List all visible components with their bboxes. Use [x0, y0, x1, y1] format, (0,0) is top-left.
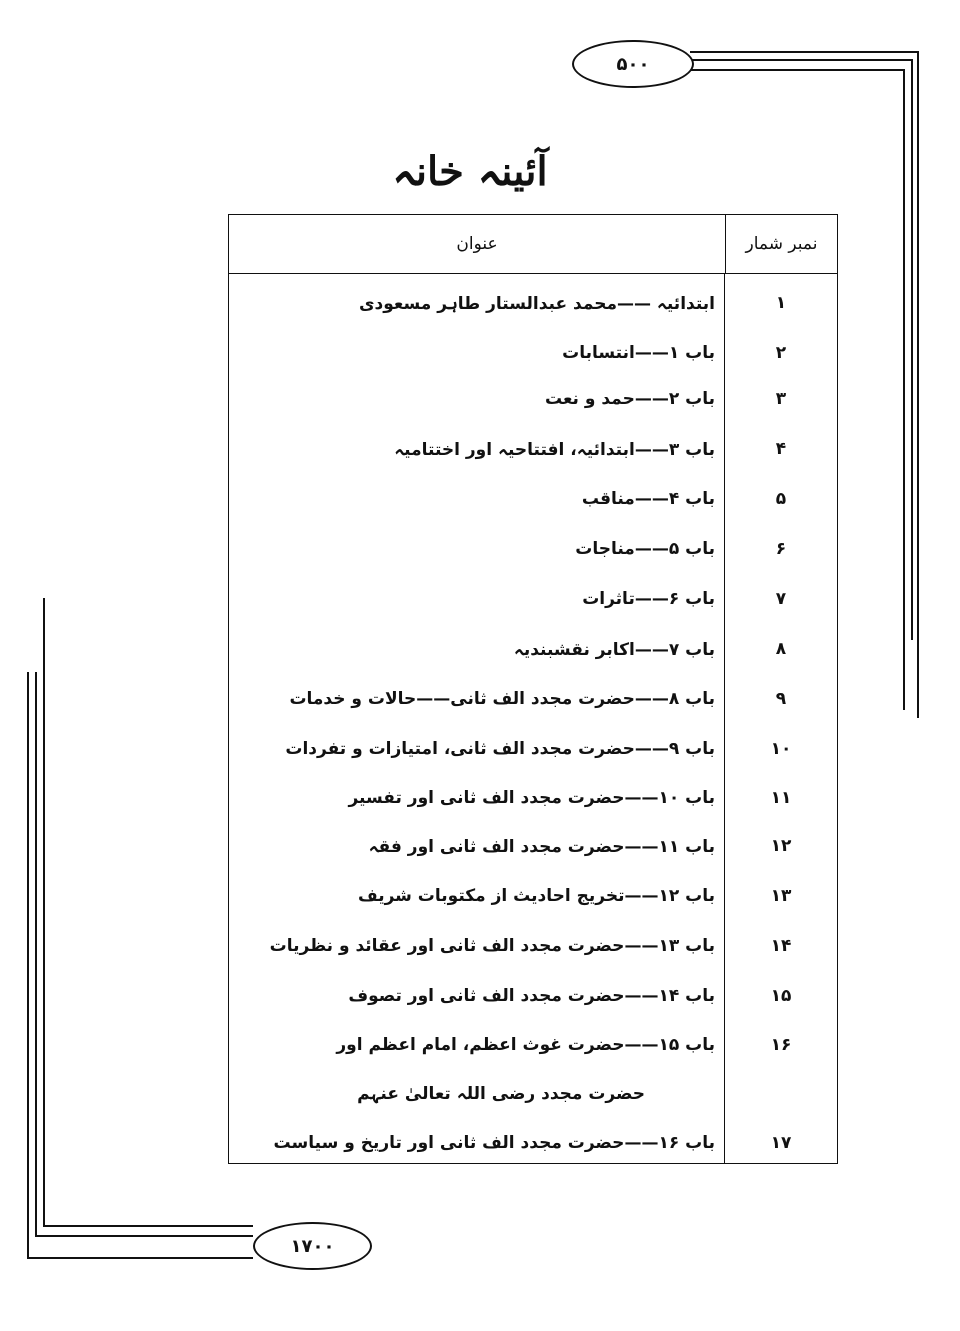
toc-row: [229, 333, 837, 373]
toc-header-title-cell: [229, 215, 725, 273]
toc-row-number: ۳: [775, 389, 787, 409]
toc-row-number: ۵: [775, 489, 787, 509]
toc-row: [229, 1123, 837, 1163]
toc-row-title: باب ۵——مناجات: [575, 539, 715, 559]
page-title: آئینہ خانہ: [392, 148, 548, 195]
toc-row: [229, 926, 837, 966]
toc-body: [229, 273, 837, 1163]
toc-header-number: نمبر شمار: [745, 234, 818, 254]
toc-header-number-cell: [725, 215, 837, 273]
toc-row-title: باب ۱۳——حضرت مجدد الف ثانی اور عقائد و نظریات: [269, 936, 715, 956]
toc-header-row: [229, 215, 837, 274]
toc-row: [229, 679, 837, 719]
top-page-number-text: ۵۰۰: [616, 53, 650, 75]
toc-row-title: باب ۱——انتسابات: [562, 343, 715, 363]
toc-row: [229, 529, 837, 569]
toc-row-title: باب ۴——مناقب: [581, 489, 715, 509]
toc-row-title: باب ۶——تاثرات: [582, 589, 715, 609]
toc-row-number: ۱۲: [770, 836, 792, 856]
toc-table: [228, 214, 838, 1164]
toc-row: [229, 429, 837, 469]
toc-row: [229, 629, 837, 669]
toc-row: [229, 479, 837, 519]
toc-row-title: باب ۲——حمد و نعت: [544, 389, 715, 409]
toc-row: [229, 283, 837, 323]
toc-row-number: ۴: [775, 439, 787, 459]
toc-row-title: باب ۱۴——حضرت مجدد الف ثانی اور تصوف: [348, 986, 715, 1006]
toc-row-number: ۸: [775, 639, 787, 659]
toc-row-number: ۱۴: [770, 936, 792, 956]
toc-row: [229, 826, 837, 866]
toc-row: [229, 778, 837, 818]
toc-row-title: باب ۳——ابتدائیہ، افتتاحیہ اور اختتامیہ: [394, 439, 715, 460]
bottom-page-number: [253, 1222, 372, 1270]
toc-header-title: عنوان: [456, 234, 498, 254]
toc-row-number: ۹: [775, 689, 787, 709]
bottom-page-number-text: ۱۷۰۰: [290, 1235, 335, 1257]
toc-row: [229, 729, 837, 769]
toc-row: [229, 579, 837, 619]
toc-row-title: ابتدائیہ ——محمد عبدالستار طاہر مسعودی: [358, 293, 715, 314]
toc-row: [229, 876, 837, 916]
toc-row-title: باب ۷——اکابر نقشبندیہ: [513, 639, 715, 660]
toc-row-title: حضرت مجدد رضی اللہ تعالیٰ عنہم: [357, 1083, 645, 1104]
toc-row-title: باب ۱۱——حضرت مجدد الف ثانی اور فقہ: [368, 836, 715, 857]
toc-row-number: ۱۳: [770, 886, 792, 906]
toc-row-number: ۲: [775, 343, 787, 363]
toc-row-title: باب ۱۶——حضرت مجدد الف ثانی اور تاریخ و سیاست: [273, 1133, 715, 1153]
toc-row-title: باب ۹——حضرت مجدد الف ثانی، امتیازات و تفردات: [285, 739, 715, 759]
toc-row-title: باب ۱۵——حضرت غوث اعظم، امام اعظم اور: [336, 1035, 715, 1055]
toc-row: [229, 379, 837, 419]
toc-row-number: ۶: [775, 539, 787, 559]
toc-row-title: باب ۱۰——حضرت مجدد الف ثانی اور تفسیر: [348, 788, 715, 808]
toc-row-number: ۱۶: [770, 1035, 792, 1055]
toc-row-number: ۷: [775, 589, 787, 609]
toc-row-number: ۱: [775, 293, 787, 313]
toc-row: [229, 1025, 837, 1065]
toc-row-number: ۱۰: [770, 739, 792, 759]
toc-row-number: ۱۷: [770, 1133, 792, 1153]
toc-row: [229, 976, 837, 1016]
toc-row: [229, 1073, 837, 1113]
toc-row-title: باب ۸——حضرت مجدد الف ثانی——حالات و خدمات: [289, 689, 715, 709]
top-page-number: [572, 40, 694, 88]
toc-row-title: باب ۱۲——تخریج احادیث از مکتوبات شریف: [357, 886, 715, 906]
toc-row-number: ۱۱: [770, 788, 792, 808]
toc-row-number: ۱۵: [770, 986, 792, 1006]
